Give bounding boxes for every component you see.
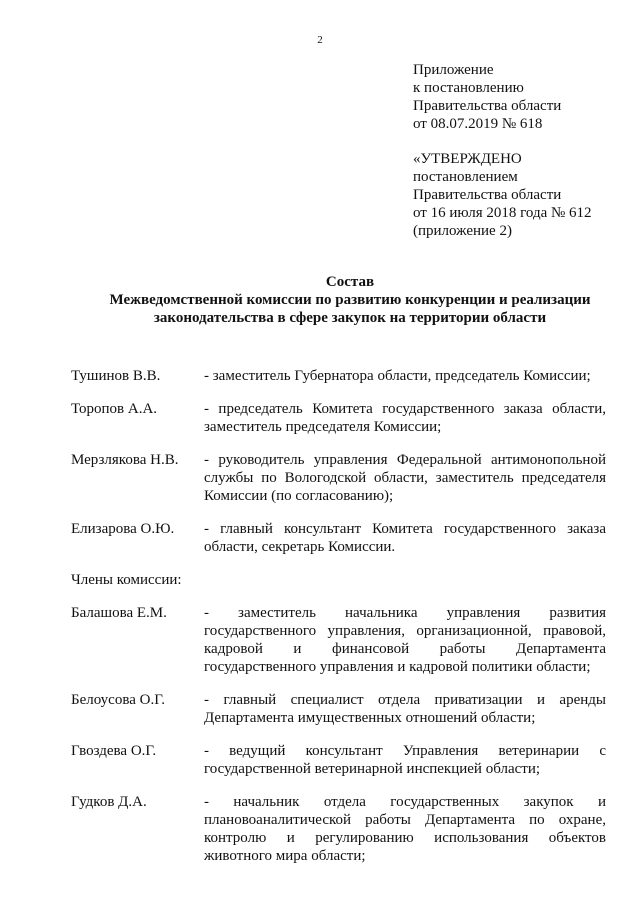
member-row	[71, 742, 606, 778]
appendix-line: к постановлению	[413, 80, 524, 96]
member-role: - председатель Комитета государственного заказа области, заместитель председателя Комиссии;	[204, 401, 606, 435]
approval-line: (приложение 2)	[413, 223, 512, 239]
approval-line: Правительства области	[413, 187, 562, 203]
appendix-line: Приложение	[413, 62, 494, 78]
page-number: 2	[317, 34, 323, 46]
member-row	[71, 400, 606, 436]
member-row	[71, 367, 606, 385]
member-name: Белоусова О.Г.	[71, 692, 165, 708]
document-title	[100, 273, 600, 327]
title-subtitle-line: Межведомственной комиссии по развитию конкуренции и реализации	[109, 292, 591, 308]
member-name: Гвоздева О.Г.	[71, 743, 157, 759]
member-role: - главный консультант Комитета государственного заказа области, секретарь Комиссии.	[204, 521, 606, 555]
appendix-line: Правительства области	[413, 98, 562, 114]
member-row	[71, 691, 606, 727]
member-row	[71, 520, 606, 556]
members-label: Члены комиссии:	[71, 572, 182, 588]
member-name: Гудков Д.А.	[71, 794, 147, 810]
member-row	[71, 604, 606, 676]
member-role: - начальник отдела государственных закупок и плановоаналитической работы Департамента по охране, контролю и регулированию использования объектов животного мира области;	[204, 794, 606, 864]
member-name: Торопов А.А.	[71, 401, 158, 417]
member-role: - заместитель Губернатора области, председатель Комиссии;	[204, 368, 591, 384]
commission-list	[71, 367, 606, 865]
approval-reference	[413, 150, 592, 240]
member-role: - ведущий консультант Управления ветеринарии с государственной ветеринарной инспекцией области;	[204, 743, 606, 777]
member-row	[71, 793, 606, 865]
member-name: Тушинов В.В.	[71, 368, 161, 384]
approval-line: постановлением	[413, 169, 518, 185]
member-role: - заместитель начальника управления развития государственного управления, организационной, правовой, кадровой и финансовой работы Департамента государственного управления и кадровой политики области;	[204, 605, 606, 675]
member-name: Елизарова О.Ю.	[71, 521, 175, 537]
member-role: - главный специалист отдела приватизации и аренды Департамента имущественных отношений области;	[204, 692, 606, 726]
title-heading: Состав	[325, 274, 375, 290]
appendix-line: от 08.07.2019 № 618	[413, 116, 543, 132]
member-name: Мерзлякова Н.В.	[71, 452, 179, 468]
appendix-reference	[413, 61, 561, 133]
title-subtitle-line: законодательства в сфере закупок на территории области	[153, 310, 547, 326]
member-row	[71, 451, 606, 505]
approval-line: «УТВЕРЖДЕНО	[413, 151, 522, 167]
member-role: - руководитель управления Федеральной антимонопольной службы по Вологодской области, заместитель председателя Комиссии (по согласованию);	[204, 452, 606, 504]
member-name: Балашова Е.М.	[71, 605, 167, 621]
approval-line: от 16 июля 2018 года № 612	[413, 205, 592, 221]
